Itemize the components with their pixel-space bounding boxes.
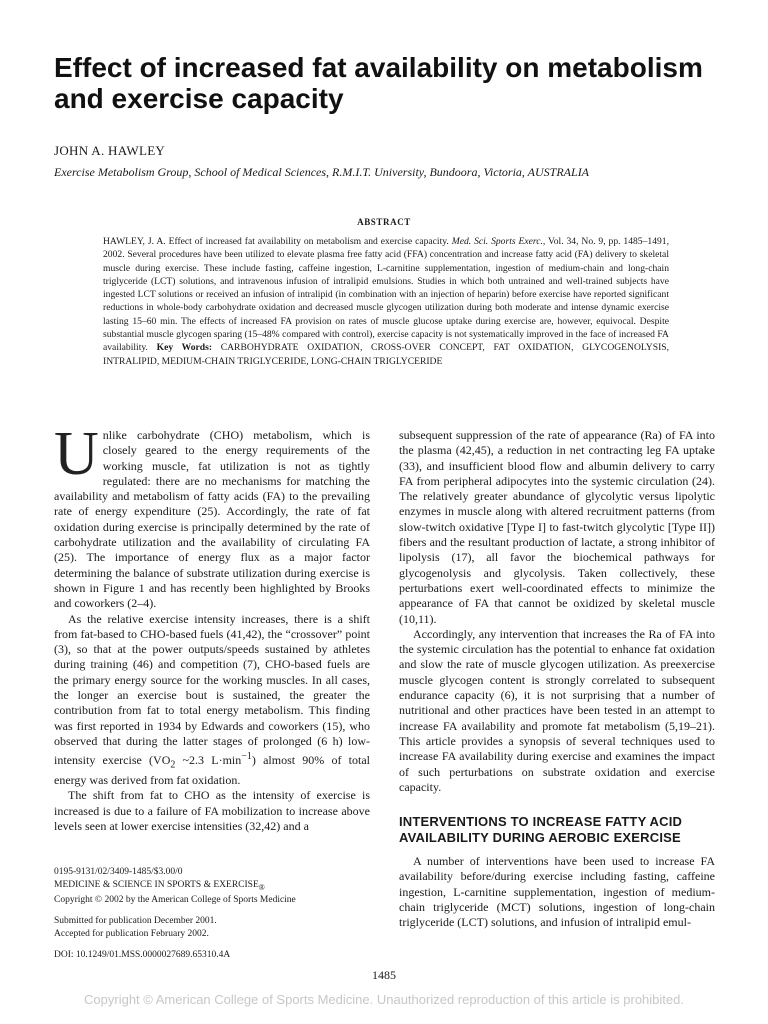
right-column: [399, 428, 715, 931]
left-column: [54, 420, 370, 834]
body-paragraph-1: subsequent suppression of the rate of appearance (Ra) of FA into the plasma (42,45), a reduction in net contracting leg FA uptake (33), and insufficient blood flow and albumin delivery to carry FA from peripheral adipocytes into the systemic circulation (24). The relatively greater abundance of glycolytic versus lipolytic enzymes in muscle along with altered recruitment patterns (from slow-twitch oxidative [Type I] to fast-twitch glycolytic [Type II]) fibers and the resultant production of lactate, a strong inhibitor of lipolysis (17), all favor the biochemical pathways for glycogenolysis and glycolysis. Taken collectively, these perturbations exert well-coordinated effects to minimize the appearance of FA that cannot be oxidized by skeletal muscle (10,11).: [399, 428, 715, 626]
footnote-spacer: [54, 941, 374, 949]
footnote-spacer: [54, 907, 374, 915]
keywords-label: Key Words:: [156, 342, 213, 354]
article-title: Effect of increased fat availability on metabolism and exercise capacity: [54, 52, 703, 114]
body-paragraph-3: A number of interventions have been used to increase FA availability before/during exercise including fasting, caffeine ingestion, L-carnitine supplementation, ingestion of medium-chain triglyceride (MCT) solutions, ingestion of long-chain triglyceride (LCT) solutions, and infusion of intralipid emul-: [399, 854, 715, 930]
drop-cap: U: [54, 420, 99, 488]
article-footnote: [54, 866, 374, 962]
abstract-lead: HAWLEY, J. A. Effect of increased fat availability on metabolism and exercise capacity.: [103, 236, 449, 247]
page-number: 1485: [372, 968, 396, 982]
abstract-heading: ABSTRACT: [357, 217, 411, 227]
doi: DOI: 10.1249/01.MSS.0000027689.65310.4A: [54, 949, 231, 960]
accepted-date: Accepted for publication February 2002.: [54, 928, 209, 939]
intro-paragraph-2: As the relative exercise intensity increases, there is a shift from fat-based to CHO-based fuels (41,42), the “crossover” point (3), so that at the power outputs/speeds sustained by athletes during training (46) and competition (7), CHO-based fuels are the primary energy source for the working muscles. In all cases, the longer an exercise bout is sustained, the greater the contribution from fat to total energy metabolism. This finding was first reported in 1934 by Edwards and coworkers (15), who observed that during the latter stages of prolonged (6 h) low-intensity exercise ($VO_2$ ~2.3 $L\cdot\min^{-1}$) almost 90% of total energy was derived from fat oxidation.: [54, 611, 370, 787]
copyright-line: Copyright © 2002 by the American College of Sports Medicine: [54, 894, 296, 905]
body-paragraph-2: Accordingly, any intervention that increases the Ra of FA into the systemic circulation has the potential to enhance fat oxidation and slow the rate of muscle glycogen utilization. As preexercise muscle glycogen content is strongly correlated to subsequent endurance capacity (6), it is not surprising that a number of nutritional and other practices have been tested in an attempt to increase FA availability and promote fat metabolism (5,19–21). This article provides a synopsis of several techniques used to increase FA availability during exercise and examines the impact of such perturbations on substrate oxidation and exercise capacity.: [399, 626, 715, 794]
author-affiliation: Exercise Metabolism Group, School of Medical Sciences, R.M.I.T. University, Bundoora, Victoria, AUSTRALIA: [54, 165, 590, 179]
author-name: JOHN A. HAWLEY: [54, 143, 166, 158]
abstract-text: [103, 235, 669, 368]
abstract-journal: Med. Sci. Sports Exerc.: [451, 236, 543, 247]
copyright-watermark: Copyright © American College of Sports Medicine. Unauthorized reproduction of this article is prohibited.: [84, 992, 684, 1007]
submitted-date: Submitted for publication December 2001.: [54, 915, 217, 926]
section-heading: INTERVENTIONS TO INCREASE FATTY ACID AVAILABILITY DURING AEROBIC EXERCISE: [399, 814, 683, 846]
abstract-body: , Vol. 34, No. 9, pp. 1485–1491, 2002. Several procedures have been utilized to elevate plasma free fatty acid (FFA) concentration and increase fatty acid (FA) delivery to skeletal muscle during exercise. These include fasting, caffeine ingestion, L-carnitine supplementation, ingestion of medium-chain and long-chain triglyceride (LCT) solutions, and intravenous infusion of intralipid emulsions. Studies in which both untrained and well-trained subjects have ingested LCT solutions or received an infusion of intralipid (in combination with an injection of heparin) before exercise have reported significant reductions in whole-body carbohydrate oxidation and decreased muscle glycogen utilization during both moderate and intense dynamic exercise lasting 15–60 min. The effects of increased FA provision on rates of muscle glucose uptake during exercise are, however, equivocal. Despite substantial muscle glycogen sparing (15–48% compared with control), exercise capacity is not systematically improved in the face of increased FA availability.: [103, 236, 669, 354]
intro-paragraph-3: The shift from fat to CHO as the intensity of exercise is increased is due to a failure of FA mobilization to increase above levels seen at lower exercise intensities (32,42) and a: [54, 788, 370, 833]
article-code: 0195-9131/02/3409-1485/$3.00/0: [54, 867, 183, 877]
intro-paragraph-1: Unlike carbohydrate (CHO) metabolism, which is closely geared to the energy requirements of the working muscle, fat utilization is not as tightly regulated: there are no mechanisms for matching the availability and metabolism of fatty acids (FA) to the prevailing rate of energy expenditure (25). Accordingly, the rate of fat oxidation during exercise is principally determined by the rate of carbohydrate utilization and the availability of circulating FA (25). The importance of energy flux as a major factor determining the balance of substrate utilization during exercise is shown in Figure 1 and has recently been highlighted by Brooks and coworkers (2–4).: [54, 420, 370, 611]
keywords: CARBOHYDRATE OXIDATION, CROSS-OVER CONCEPT, FAT OXIDATION, GLYCOGENOLYSIS, INTRALIPID, MEDIUM-CHAIN TRIGLYCERIDE, LONG-CHAIN TRIGLYCERIDE: [103, 342, 669, 367]
journal-name: MEDICINE & SCIENCE IN SPORTS & $EXERCISE_®$: [54, 880, 265, 892]
